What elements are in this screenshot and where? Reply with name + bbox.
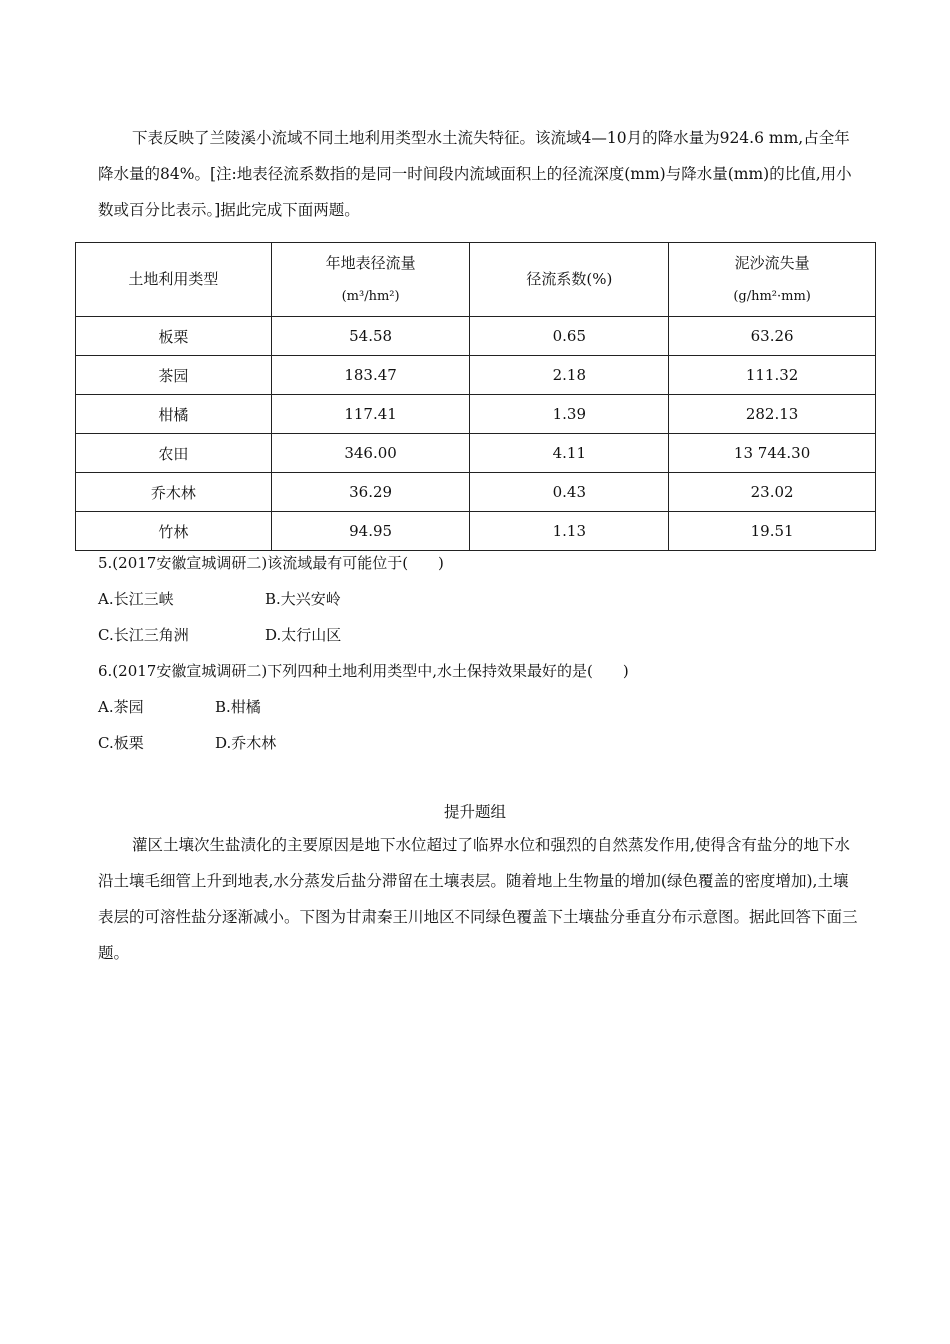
cell-land-use: 柑橘 [76,395,272,434]
header-coefficient: 径流系数(%) [470,243,669,317]
header-land-use: 土地利用类型 [76,243,272,317]
header-runoff-label: 年地表径流量 [325,253,416,272]
cell-land-use: 乔木林 [76,473,272,512]
cell-coefficient: 1.13 [470,512,669,551]
cell-runoff: 183.47 [271,356,470,395]
table-header-row [76,243,876,317]
cell-sediment: 19.51 [669,512,876,551]
cell-coefficient: 1.39 [470,395,669,434]
table-row [76,395,876,434]
table-row [76,434,876,473]
table-row [76,512,876,551]
q6-option-b: B.柑橘 [215,698,261,716]
runoff-table [75,242,876,551]
table-row [76,317,876,356]
table-row [76,356,876,395]
header-sediment [669,243,876,317]
cell-coefficient: 0.65 [470,317,669,356]
cell-runoff: 36.29 [271,473,470,512]
question-5-stem: 5.(2017安徽宣城调研二)该流域最有可能位于( ) [98,554,444,572]
salinization-paragraph: 灌区土壤次生盐渍化的主要原因是地下水位超过了临界水位和强烈的自然蒸发作用,使得含有盐分的地下水沿土壤毛细管上升到地表,水分蒸发后盐分滞留在土壤表层。随着地上生物量的增加(绿色覆盖的密度增加),土壤表层的可溶性盐分逐渐减小。下图为甘肃秦王川地区不同绿色覆盖下土壤盐分垂直分布示意图。据此回答下面三题。 [98,836,858,962]
q5-option-d: D.太行山区 [265,626,342,644]
cell-runoff: 346.00 [271,434,470,473]
header-runoff [271,243,470,317]
intro-paragraph: 下表反映了兰陵溪小流域不同土地利用类型水土流失特征。该流域4—10月的降水量为924.6 mm,占全年降水量的84%。[注:地表径流系数指的是同一时间段内流域面积上的径流深度(mm)与降水量(mm)的比值,用小数或百分比表示。]据此完成下面两题。 [98,129,852,219]
cell-sediment: 63.26 [669,317,876,356]
cell-runoff: 54.58 [271,317,470,356]
cell-sediment: 13 744.30 [669,434,876,473]
cell-runoff: 94.95 [271,512,470,551]
q5-option-c: C.长江三角洲 [98,626,189,644]
cell-land-use: 农田 [76,434,272,473]
q5-option-a: A.长江三峡 [98,590,174,608]
q6-option-c: C.板栗 [98,734,144,752]
cell-land-use: 板栗 [76,317,272,356]
cell-land-use: 竹林 [76,512,272,551]
cell-sediment: 111.32 [669,356,876,395]
q5-option-b: B.大兴安岭 [265,590,341,608]
header-sediment-unit: (g/hm²·mm) [733,288,811,304]
cell-coefficient: 0.43 [470,473,669,512]
cell-runoff: 117.41 [271,395,470,434]
section-title: 提升题组 [443,803,506,821]
cell-land-use: 茶园 [76,356,272,395]
table-row [76,473,876,512]
q6-option-d: D.乔木林 [215,734,277,752]
cell-sediment: 23.02 [669,473,876,512]
cell-sediment: 282.13 [669,395,876,434]
header-sediment-label: 泥沙流失量 [734,253,810,272]
cell-coefficient: 4.11 [470,434,669,473]
q6-option-a: A.茶园 [98,698,144,716]
cell-coefficient: 2.18 [470,356,669,395]
header-runoff-unit: (m³/hm²) [341,288,400,304]
question-6-stem: 6.(2017安徽宣城调研二)下列四种土地利用类型中,水土保持效果最好的是( ) [98,662,629,680]
